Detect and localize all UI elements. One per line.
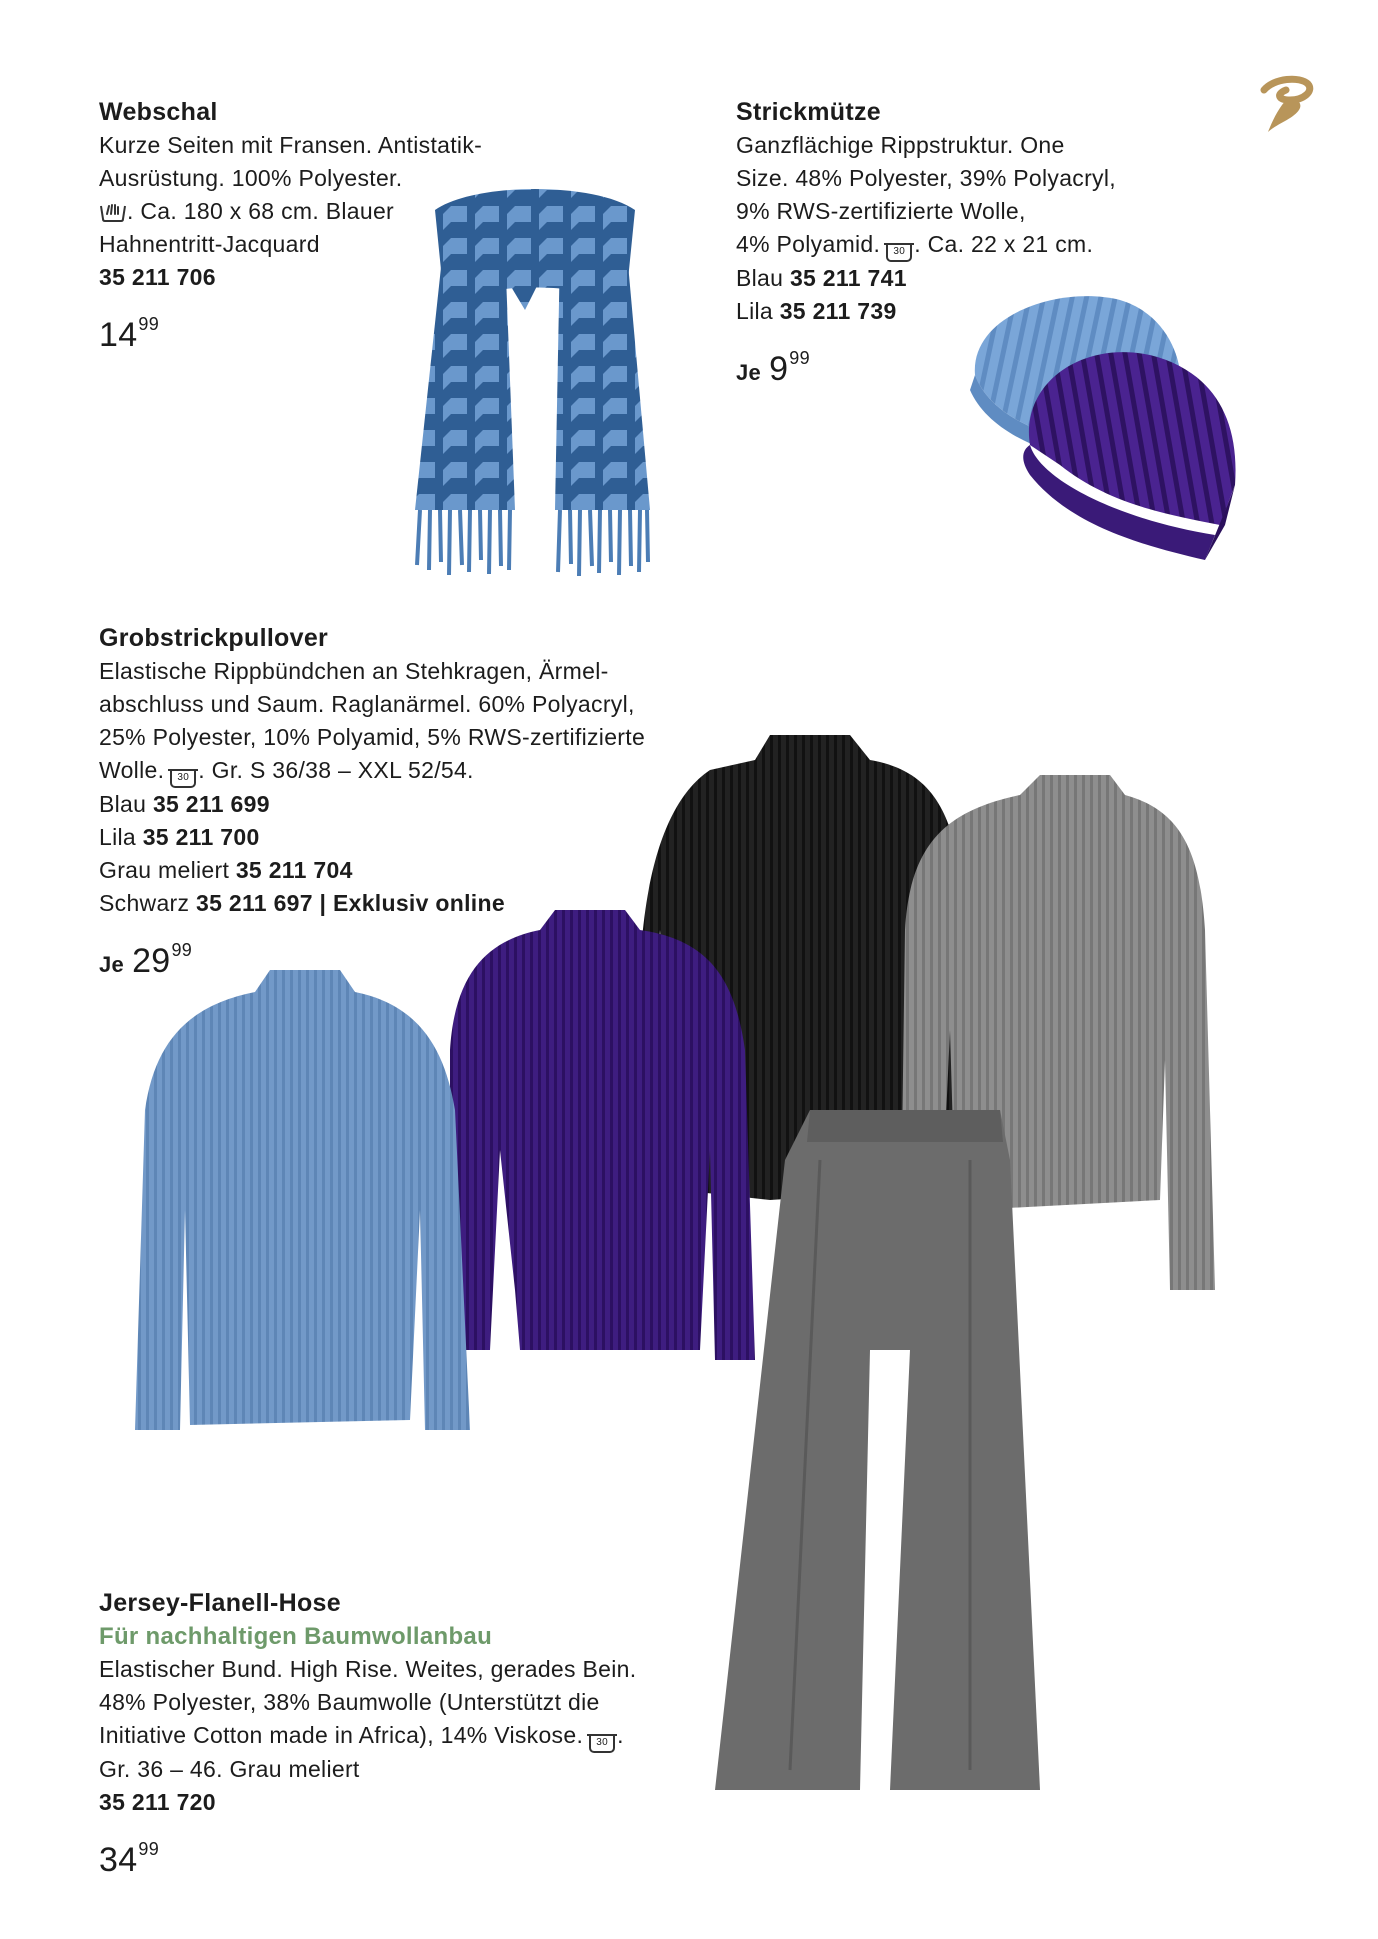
hose-desc-4: Gr. 36 – 46. Grau meliert bbox=[99, 1756, 360, 1782]
tchibo-logo-icon bbox=[1256, 74, 1316, 138]
pullover-variant-schwarz: Schwarz 35 211 697 | Exklusiv online bbox=[99, 890, 505, 916]
hats-image bbox=[970, 295, 1270, 655]
webschal-desc-1: Kurze Seiten mit Fransen. Antistatik- bbox=[99, 132, 483, 158]
pullover-price-main: 29 bbox=[132, 942, 171, 980]
pullover-desc-4a: Wolle. bbox=[99, 757, 165, 783]
hose-title: Jersey-Flanell-Hose bbox=[99, 1589, 341, 1617]
hose-desc-3 bbox=[99, 1719, 636, 1753]
muetze-title: Strickmütze bbox=[736, 98, 882, 126]
pullover-variant-grau: Grau meliert 35 211 704 bbox=[99, 857, 353, 883]
hose-desc-1: Elastischer Bund. High Rise. Weites, gerades Bein. bbox=[99, 1656, 637, 1682]
pullover-price-cents: 99 bbox=[171, 940, 193, 960]
muetze-desc-4 bbox=[736, 228, 1116, 262]
wash-30-icon: 30 bbox=[886, 243, 912, 262]
hose-subtitle: Für nachhaltigen Baumwollanbau bbox=[99, 1623, 493, 1650]
pullover-title: Grobstrickpullover bbox=[99, 624, 329, 652]
muetze-variant-lila: Lila 35 211 739 bbox=[736, 298, 897, 324]
sweater-blue bbox=[135, 970, 470, 1430]
muetze-price-cents: 99 bbox=[789, 348, 810, 368]
webschal-price-main: 14 bbox=[99, 316, 138, 354]
wash-30-icon: 30 bbox=[170, 769, 196, 788]
pullover-variant-lila: Lila 35 211 700 bbox=[99, 824, 260, 850]
webschal-title: Webschal bbox=[99, 98, 218, 126]
pants-grey bbox=[715, 1110, 1040, 1790]
scarf-image bbox=[395, 190, 675, 580]
muetze-variant-blau: Blau 35 211 741 bbox=[736, 265, 907, 291]
webschal-article: 35 211 706 bbox=[99, 264, 216, 290]
pullover-desc-3: 25% Polyester, 10% Polyamid, 5% RWS-zertifizierte bbox=[99, 724, 646, 750]
webschal-desc-3-text: . Ca. 180 x 68 cm. Blauer bbox=[127, 198, 395, 224]
webschal-desc-4: Hahnentritt-Jacquard bbox=[99, 231, 320, 257]
muetze-desc-4a: 4% Polyamid. bbox=[736, 231, 881, 257]
sweater-purple bbox=[450, 910, 755, 1360]
muetze-desc-1: Ganzflächige Rippstruktur. One bbox=[736, 132, 1065, 158]
hose-desc-3a: Initiative Cotton made in Africa), 14% Viskose. bbox=[99, 1722, 584, 1748]
hose-price bbox=[99, 1829, 636, 1880]
pullover-variant-blau: Blau 35 211 699 bbox=[99, 791, 270, 817]
pullover-price-prefix: Je bbox=[99, 952, 125, 977]
handwash-icon bbox=[99, 198, 127, 218]
hose-desc-2: 48% Polyester, 38% Baumwolle (Unterstützt die bbox=[99, 1689, 600, 1715]
muetze-price-main: 9 bbox=[769, 350, 789, 388]
pullover-desc-1: Elastische Rippbündchen an Stehkragen, Ärmel- bbox=[99, 658, 609, 684]
hose-price-cents: 99 bbox=[138, 1839, 160, 1859]
webschal-price-cents: 99 bbox=[138, 314, 160, 334]
hose-desc-3b: . bbox=[617, 1722, 624, 1748]
hose-article: 35 211 720 bbox=[99, 1789, 216, 1815]
wash-30-icon: 30 bbox=[589, 1734, 615, 1753]
webschal-desc-2: Ausrüstung. 100% Polyester. bbox=[99, 165, 403, 191]
hose-price-main: 34 bbox=[99, 1841, 138, 1879]
pullover-desc-2: abschluss und Saum. Raglanärmel. 60% Polyacryl, bbox=[99, 691, 635, 717]
muetze-desc-4b: . Ca. 22 x 21 cm. bbox=[914, 231, 1094, 257]
muetze-price-prefix: Je bbox=[736, 360, 762, 385]
sweaters-image bbox=[170, 730, 1250, 1550]
pullover-desc-4b: . Gr. S 36/38 – XXL 52/54. bbox=[198, 757, 474, 783]
hose-block bbox=[99, 1586, 636, 1880]
muetze-desc-2: Size. 48% Polyester, 39% Polyacryl, bbox=[736, 165, 1116, 191]
muetze-desc-3: 9% RWS-zertifizierte Wolle, bbox=[736, 198, 1026, 224]
